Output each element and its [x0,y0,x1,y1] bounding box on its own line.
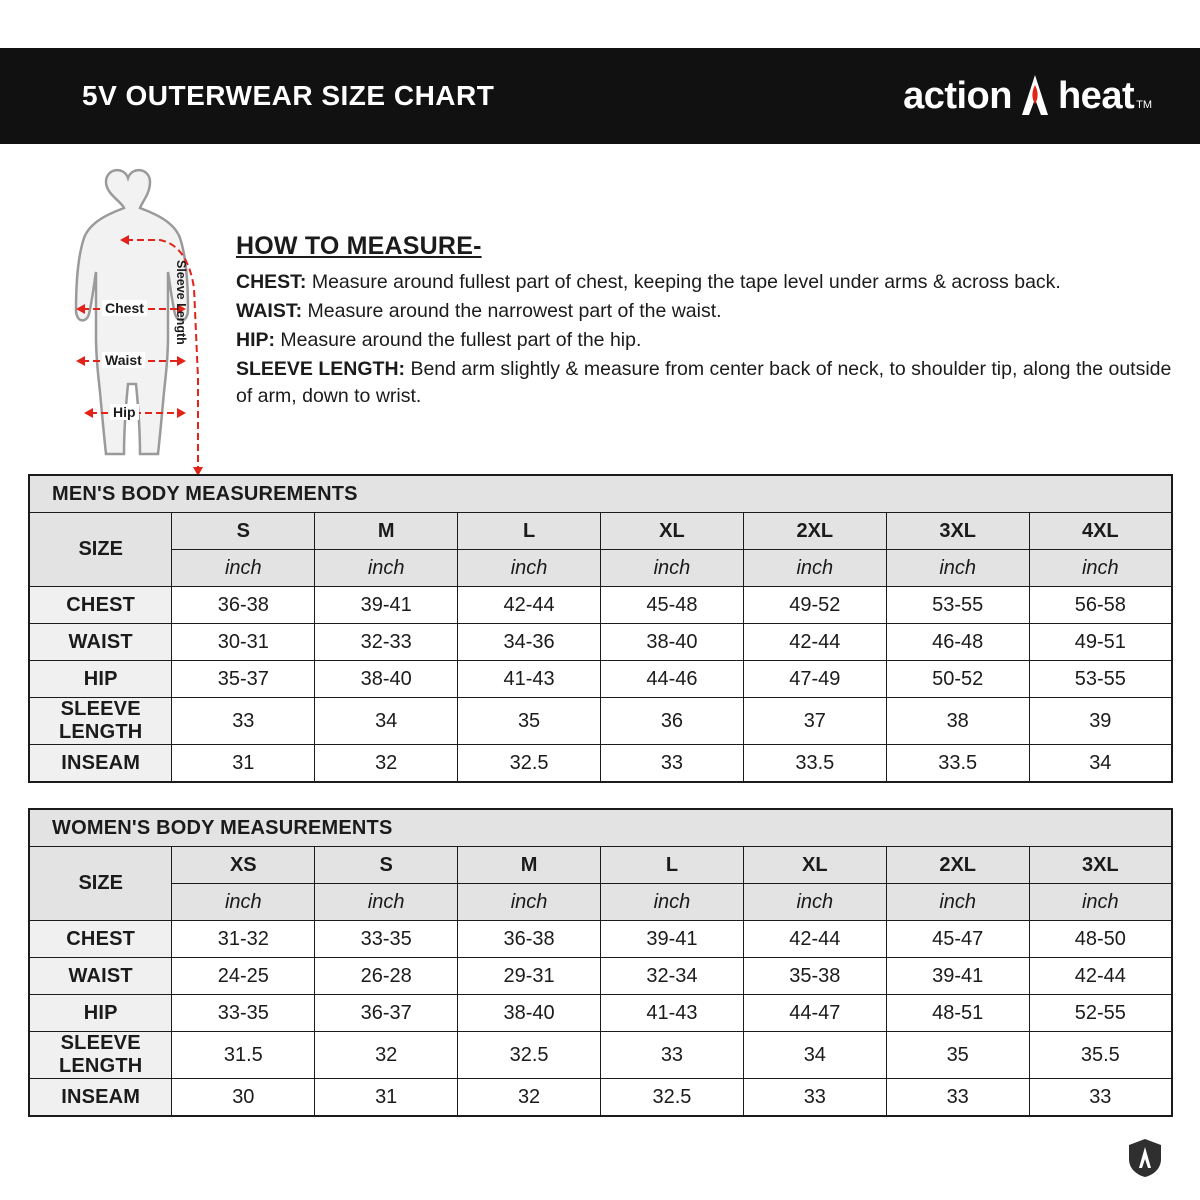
table-row [29,921,1172,958]
measure-item-waist [236,298,1176,325]
womens-value-cell: 38-40 [458,995,601,1032]
mens-measurements-table-wrapper [28,474,1173,783]
womens-unit-cell: inch [601,884,744,921]
measure-item-hip [236,327,1176,354]
womens-value-cell: 39-41 [601,921,744,958]
womens-value-cell: 45-47 [886,921,1029,958]
womens-unit-cell: inch [743,884,886,921]
shield-icon [1128,1138,1162,1178]
mens-value-cell: 53-55 [886,587,1029,624]
womens-unit-cell: inch [172,884,315,921]
mens-section-title: MEN'S BODY MEASUREMENTS [29,475,1172,513]
mens-value-cell: 46-48 [886,624,1029,661]
mens-unit-cell: inch [743,550,886,587]
womens-value-cell: 42-44 [1029,958,1172,995]
mens-value-cell: 30-31 [172,624,315,661]
mens-size-header: M [315,513,458,550]
table-row [29,698,1172,745]
mens-unit-cell: inch [886,550,1029,587]
mens-value-cell: 33 [172,698,315,745]
mens-value-cell: 33.5 [886,745,1029,783]
mens-value-cell: 41-43 [458,661,601,698]
womens-value-cell: 39-41 [886,958,1029,995]
womens-value-cell: 34 [743,1032,886,1079]
mens-size-header: XL [601,513,744,550]
mens-value-cell: 50-52 [886,661,1029,698]
measure-term-sleeve: SLEEVE LENGTH: [236,358,406,380]
womens-size-label: SIZE [29,847,172,921]
womens-value-cell: 35-38 [743,958,886,995]
mens-value-cell: 49-51 [1029,624,1172,661]
womens-value-cell: 48-51 [886,995,1029,1032]
womens-value-cell: 41-43 [601,995,744,1032]
measure-item-chest [236,269,1176,296]
mens-value-cell: 34 [1029,745,1172,783]
womens-size-header: M [458,847,601,884]
mens-value-cell: 32 [315,745,458,783]
womens-value-cell: 35 [886,1032,1029,1079]
table-row [29,958,1172,995]
mens-value-cell: 45-48 [601,587,744,624]
mens-measurements-table [28,474,1173,783]
mens-value-cell: 39 [1029,698,1172,745]
womens-value-cell: 48-50 [1029,921,1172,958]
womens-value-cell: 52-55 [1029,995,1172,1032]
womens-row-label: HIP [29,995,172,1032]
womens-row-label: CHEST [29,921,172,958]
womens-size-header: S [315,847,458,884]
womens-row-label: SLEEVE LENGTH [29,1032,172,1079]
womens-measurements-table [28,808,1173,1117]
sleeve-length-label: Sleeve Length [174,260,188,345]
mens-value-cell: 36 [601,698,744,745]
womens-value-cell: 32 [315,1032,458,1079]
mens-value-cell: 32.5 [458,745,601,783]
mens-value-cell: 37 [743,698,886,745]
mens-unit-cell: inch [315,550,458,587]
mens-value-cell: 39-41 [315,587,458,624]
mens-size-header: 3XL [886,513,1029,550]
womens-value-cell: 31-32 [172,921,315,958]
mens-row-label: WAIST [29,624,172,661]
measure-term-chest: CHEST: [236,271,307,293]
table-row [29,661,1172,698]
mens-unit-cell: inch [458,550,601,587]
womens-unit-cell: inch [886,884,1029,921]
womens-value-cell: 35.5 [1029,1032,1172,1079]
table-row [29,995,1172,1032]
brand-logo [903,73,1200,119]
womens-value-cell: 33 [1029,1079,1172,1117]
table-row [29,1079,1172,1117]
table-row [29,1032,1172,1079]
brand-name-part2: heat [1057,74,1135,117]
mens-value-cell: 33 [601,745,744,783]
mens-value-cell: 44-46 [601,661,744,698]
womens-value-cell: 29-31 [458,958,601,995]
mens-value-cell: 42-44 [743,624,886,661]
sleeve-measure-arrow [118,218,228,478]
mens-size-header: 4XL [1029,513,1172,550]
measure-item-sleeve [236,356,1176,410]
womens-value-cell: 44-47 [743,995,886,1032]
brand-trademark: TM [1136,99,1152,111]
womens-size-header: XL [743,847,886,884]
womens-unit-row [29,884,1172,921]
flame-icon [1014,73,1056,119]
mens-value-cell: 35-37 [172,661,315,698]
mens-value-cell: 53-55 [1029,661,1172,698]
womens-section-title: WOMEN'S BODY MEASUREMENTS [29,809,1172,847]
womens-value-cell: 32 [458,1079,601,1117]
mens-row-label: INSEAM [29,745,172,783]
brand-name-part1: action [903,74,1012,117]
measure-text-waist: Measure around the narrowest part of the waist. [302,300,722,322]
womens-value-cell: 32-34 [601,958,744,995]
mens-value-cell: 36-38 [172,587,315,624]
table-row [29,587,1172,624]
womens-value-cell: 32.5 [458,1032,601,1079]
womens-value-cell: 36-37 [315,995,458,1032]
body-measurement-figure [28,160,238,480]
mens-row-label: CHEST [29,587,172,624]
womens-value-cell: 26-28 [315,958,458,995]
womens-unit-cell: inch [1029,884,1172,921]
how-to-measure-section [236,232,1176,412]
mens-unit-cell: inch [172,550,315,587]
mens-value-cell: 38-40 [315,661,458,698]
mens-value-cell: 38-40 [601,624,744,661]
womens-size-header: XS [172,847,315,884]
page-title: 5V OUTERWEAR SIZE CHART [82,80,495,111]
chest-label: Chest [102,300,147,316]
table-row [29,624,1172,661]
mens-size-header: S [172,513,315,550]
mens-unit-cell: inch [601,550,744,587]
womens-value-cell: 33-35 [315,921,458,958]
mens-value-cell: 38 [886,698,1029,745]
measure-term-waist: WAIST: [236,300,303,322]
mens-size-header: 2XL [743,513,886,550]
mens-row-label: HIP [29,661,172,698]
womens-row-label: INSEAM [29,1079,172,1117]
table-row [29,745,1172,783]
how-to-measure-title: HOW TO MEASURE- [236,232,482,260]
womens-size-header: L [601,847,744,884]
womens-value-cell: 33-35 [172,995,315,1032]
womens-value-cell: 33 [743,1079,886,1117]
mens-value-cell: 31 [172,745,315,783]
measure-text-sleeve: Bend arm slightly & measure from center back of neck, to shoulder tip, along the outside of arm, down to wrist. [236,358,1172,407]
mens-value-cell: 33.5 [743,745,886,783]
womens-value-cell: 36-38 [458,921,601,958]
hip-label: Hip [110,404,139,420]
womens-value-cell: 30 [172,1079,315,1117]
mens-value-cell: 32-33 [315,624,458,661]
womens-value-cell: 32.5 [601,1079,744,1117]
womens-size-header: 3XL [1029,847,1172,884]
measure-text-chest: Measure around fullest part of chest, keeping the tape level under arms & across back. [306,271,1061,293]
mens-row-label: SLEEVE LENGTH [29,698,172,745]
mens-value-cell: 42-44 [458,587,601,624]
mens-value-cell: 34-36 [458,624,601,661]
page-header [0,48,1200,144]
womens-value-cell: 24-25 [172,958,315,995]
womens-unit-cell: inch [458,884,601,921]
mens-unit-cell: inch [1029,550,1172,587]
womens-size-header: 2XL [886,847,1029,884]
mens-value-cell: 34 [315,698,458,745]
womens-size-header-row [29,847,1172,884]
mens-unit-row [29,550,1172,587]
mens-value-cell: 49-52 [743,587,886,624]
waist-label: Waist [102,352,145,368]
measure-text-hip: Measure around the fullest part of the hip. [275,329,642,351]
mens-value-cell: 47-49 [743,661,886,698]
mens-value-cell: 56-58 [1029,587,1172,624]
mens-size-label: SIZE [29,513,172,587]
womens-row-label: WAIST [29,958,172,995]
womens-unit-cell: inch [315,884,458,921]
measure-term-hip: HIP: [236,329,275,351]
womens-value-cell: 31 [315,1079,458,1117]
mens-size-header: L [458,513,601,550]
mens-value-cell: 35 [458,698,601,745]
womens-section-title-row [29,809,1172,847]
mens-size-header-row [29,513,1172,550]
womens-value-cell: 42-44 [743,921,886,958]
womens-measurements-table-wrapper [28,808,1173,1117]
womens-value-cell: 33 [601,1032,744,1079]
womens-value-cell: 33 [886,1079,1029,1117]
womens-value-cell: 31.5 [172,1032,315,1079]
mens-section-title-row [29,475,1172,513]
